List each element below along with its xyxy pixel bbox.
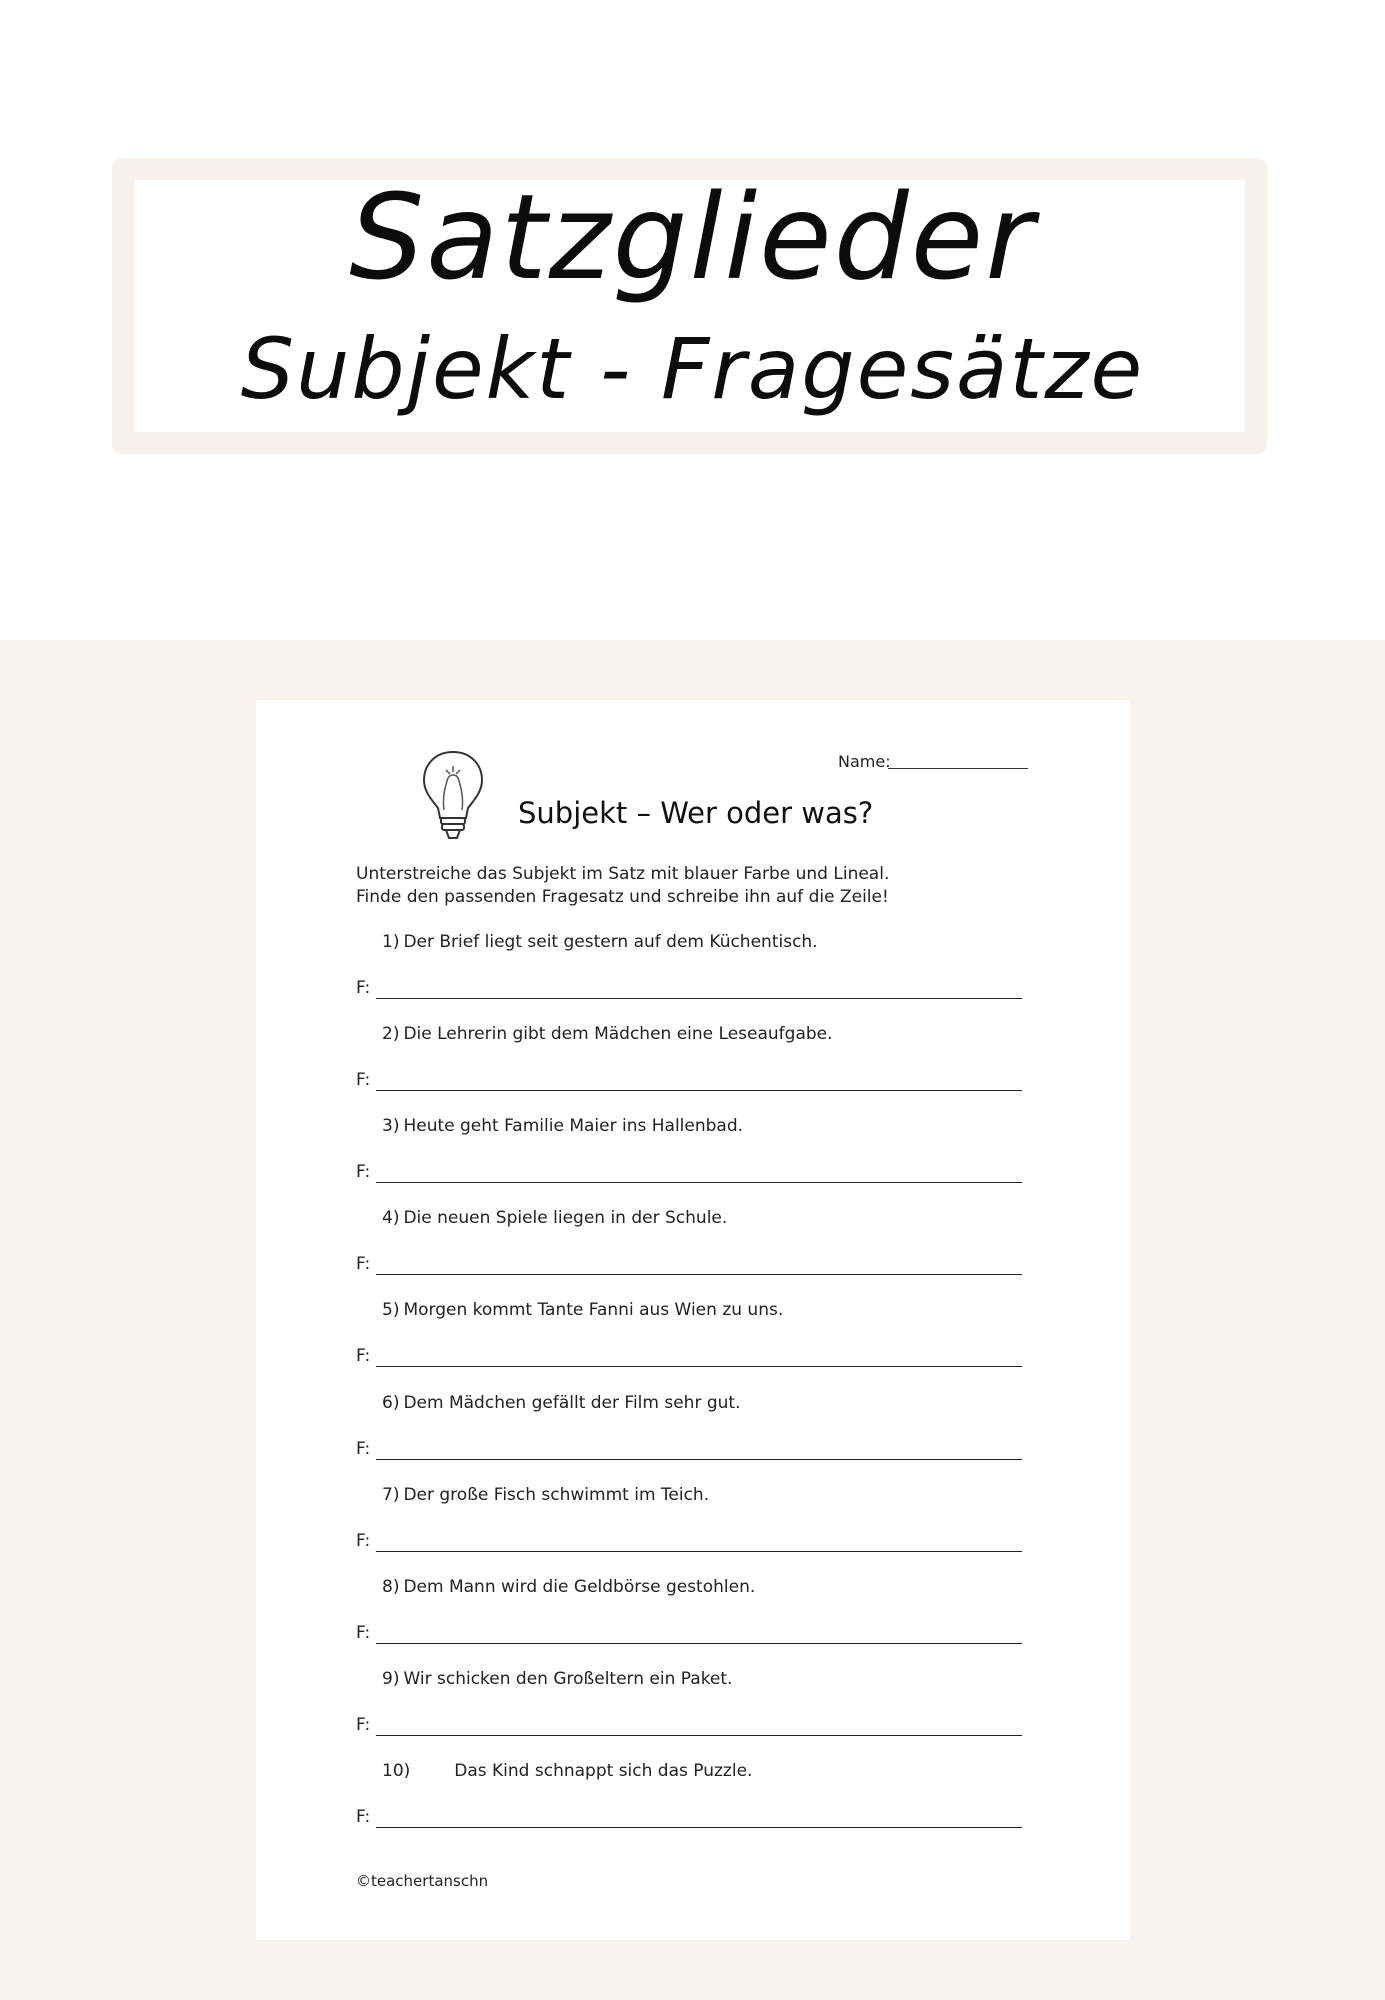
answer-label: F: — [356, 1439, 371, 1459]
question-number: 10) — [382, 1761, 411, 1781]
question-9 — [382, 1669, 732, 1689]
question-number: 7) — [382, 1485, 400, 1505]
answer-line-10[interactable] — [376, 1827, 1022, 1828]
answer-line-1[interactable] — [376, 998, 1022, 999]
question-3 — [382, 1116, 743, 1136]
question-2 — [382, 1024, 833, 1044]
answer-label: F: — [356, 1346, 371, 1366]
answer-line-4[interactable] — [376, 1274, 1022, 1275]
copyright-text: ©teachertanschn — [356, 1872, 489, 1890]
question-number: 9) — [382, 1669, 400, 1689]
question-number: 2) — [382, 1024, 400, 1044]
question-text: Heute geht Familie Maier ins Hallenbad. — [403, 1116, 744, 1136]
question-text: Die neuen Spiele liegen in der Schule. — [403, 1208, 728, 1228]
question-text: Dem Mädchen gefällt der Film sehr gut. — [403, 1393, 741, 1413]
cover-subtitle: Subjekt - Fragesätze — [240, 320, 1145, 418]
question-text: Wir schicken den Großeltern ein Paket. — [403, 1669, 733, 1689]
question-text: Morgen kommt Tante Fanni aus Wien zu uns. — [403, 1300, 784, 1320]
answer-line-7[interactable] — [376, 1551, 1022, 1552]
answer-label: F: — [356, 1254, 371, 1274]
question-6 — [382, 1393, 740, 1413]
answer-label: F: — [356, 1070, 371, 1090]
answer-label: F: — [356, 1531, 371, 1551]
question-number: 6) — [382, 1393, 400, 1413]
answer-label: F: — [356, 978, 371, 998]
name-label: Name: — [838, 752, 891, 771]
answer-label: F: — [356, 1715, 371, 1735]
answer-line-8[interactable] — [376, 1643, 1022, 1644]
lightbulb-icon — [420, 748, 486, 842]
question-number: 3) — [382, 1116, 400, 1136]
name-line — [888, 768, 1028, 769]
answer-label: F: — [356, 1162, 371, 1182]
answer-label: F: — [356, 1623, 371, 1643]
question-1 — [382, 932, 818, 952]
answer-line-6[interactable] — [376, 1459, 1022, 1460]
question-text: Das Kind schnappt sich das Puzzle. — [454, 1761, 753, 1781]
question-7 — [382, 1485, 709, 1505]
worksheet-page — [256, 700, 1130, 1940]
question-text: Der große Fisch schwimmt im Teich. — [403, 1485, 710, 1505]
question-number: 4) — [382, 1208, 400, 1228]
instruction-line-2: Finde den passenden Fragesatz und schreibe ihn auf die Zeile! — [356, 887, 889, 907]
question-5 — [382, 1300, 783, 1320]
question-4 — [382, 1208, 727, 1228]
instruction-line-1: Unterstreiche das Subjekt im Satz mit blauer Farbe und Lineal. — [356, 864, 890, 884]
answer-line-3[interactable] — [376, 1182, 1022, 1183]
answer-line-2[interactable] — [376, 1090, 1022, 1091]
cover-title: Satzglieder — [349, 168, 1036, 306]
question-text: Der Brief liegt seit gestern auf dem Küchentisch. — [403, 932, 818, 952]
answer-line-5[interactable] — [376, 1366, 1022, 1367]
answer-label: F: — [356, 1807, 371, 1827]
question-number: 8) — [382, 1577, 400, 1597]
question-number: 1) — [382, 932, 400, 952]
answer-line-9[interactable] — [376, 1735, 1022, 1736]
question-text: Dem Mann wird die Geldbörse gestohlen. — [403, 1577, 756, 1597]
question-8 — [382, 1577, 755, 1597]
question-10 — [382, 1761, 752, 1781]
worksheet-title: Subjekt – Wer oder was? — [518, 796, 874, 830]
question-text: Die Lehrerin gibt dem Mädchen eine Leseaufgabe. — [403, 1024, 833, 1044]
question-number: 5) — [382, 1300, 400, 1320]
